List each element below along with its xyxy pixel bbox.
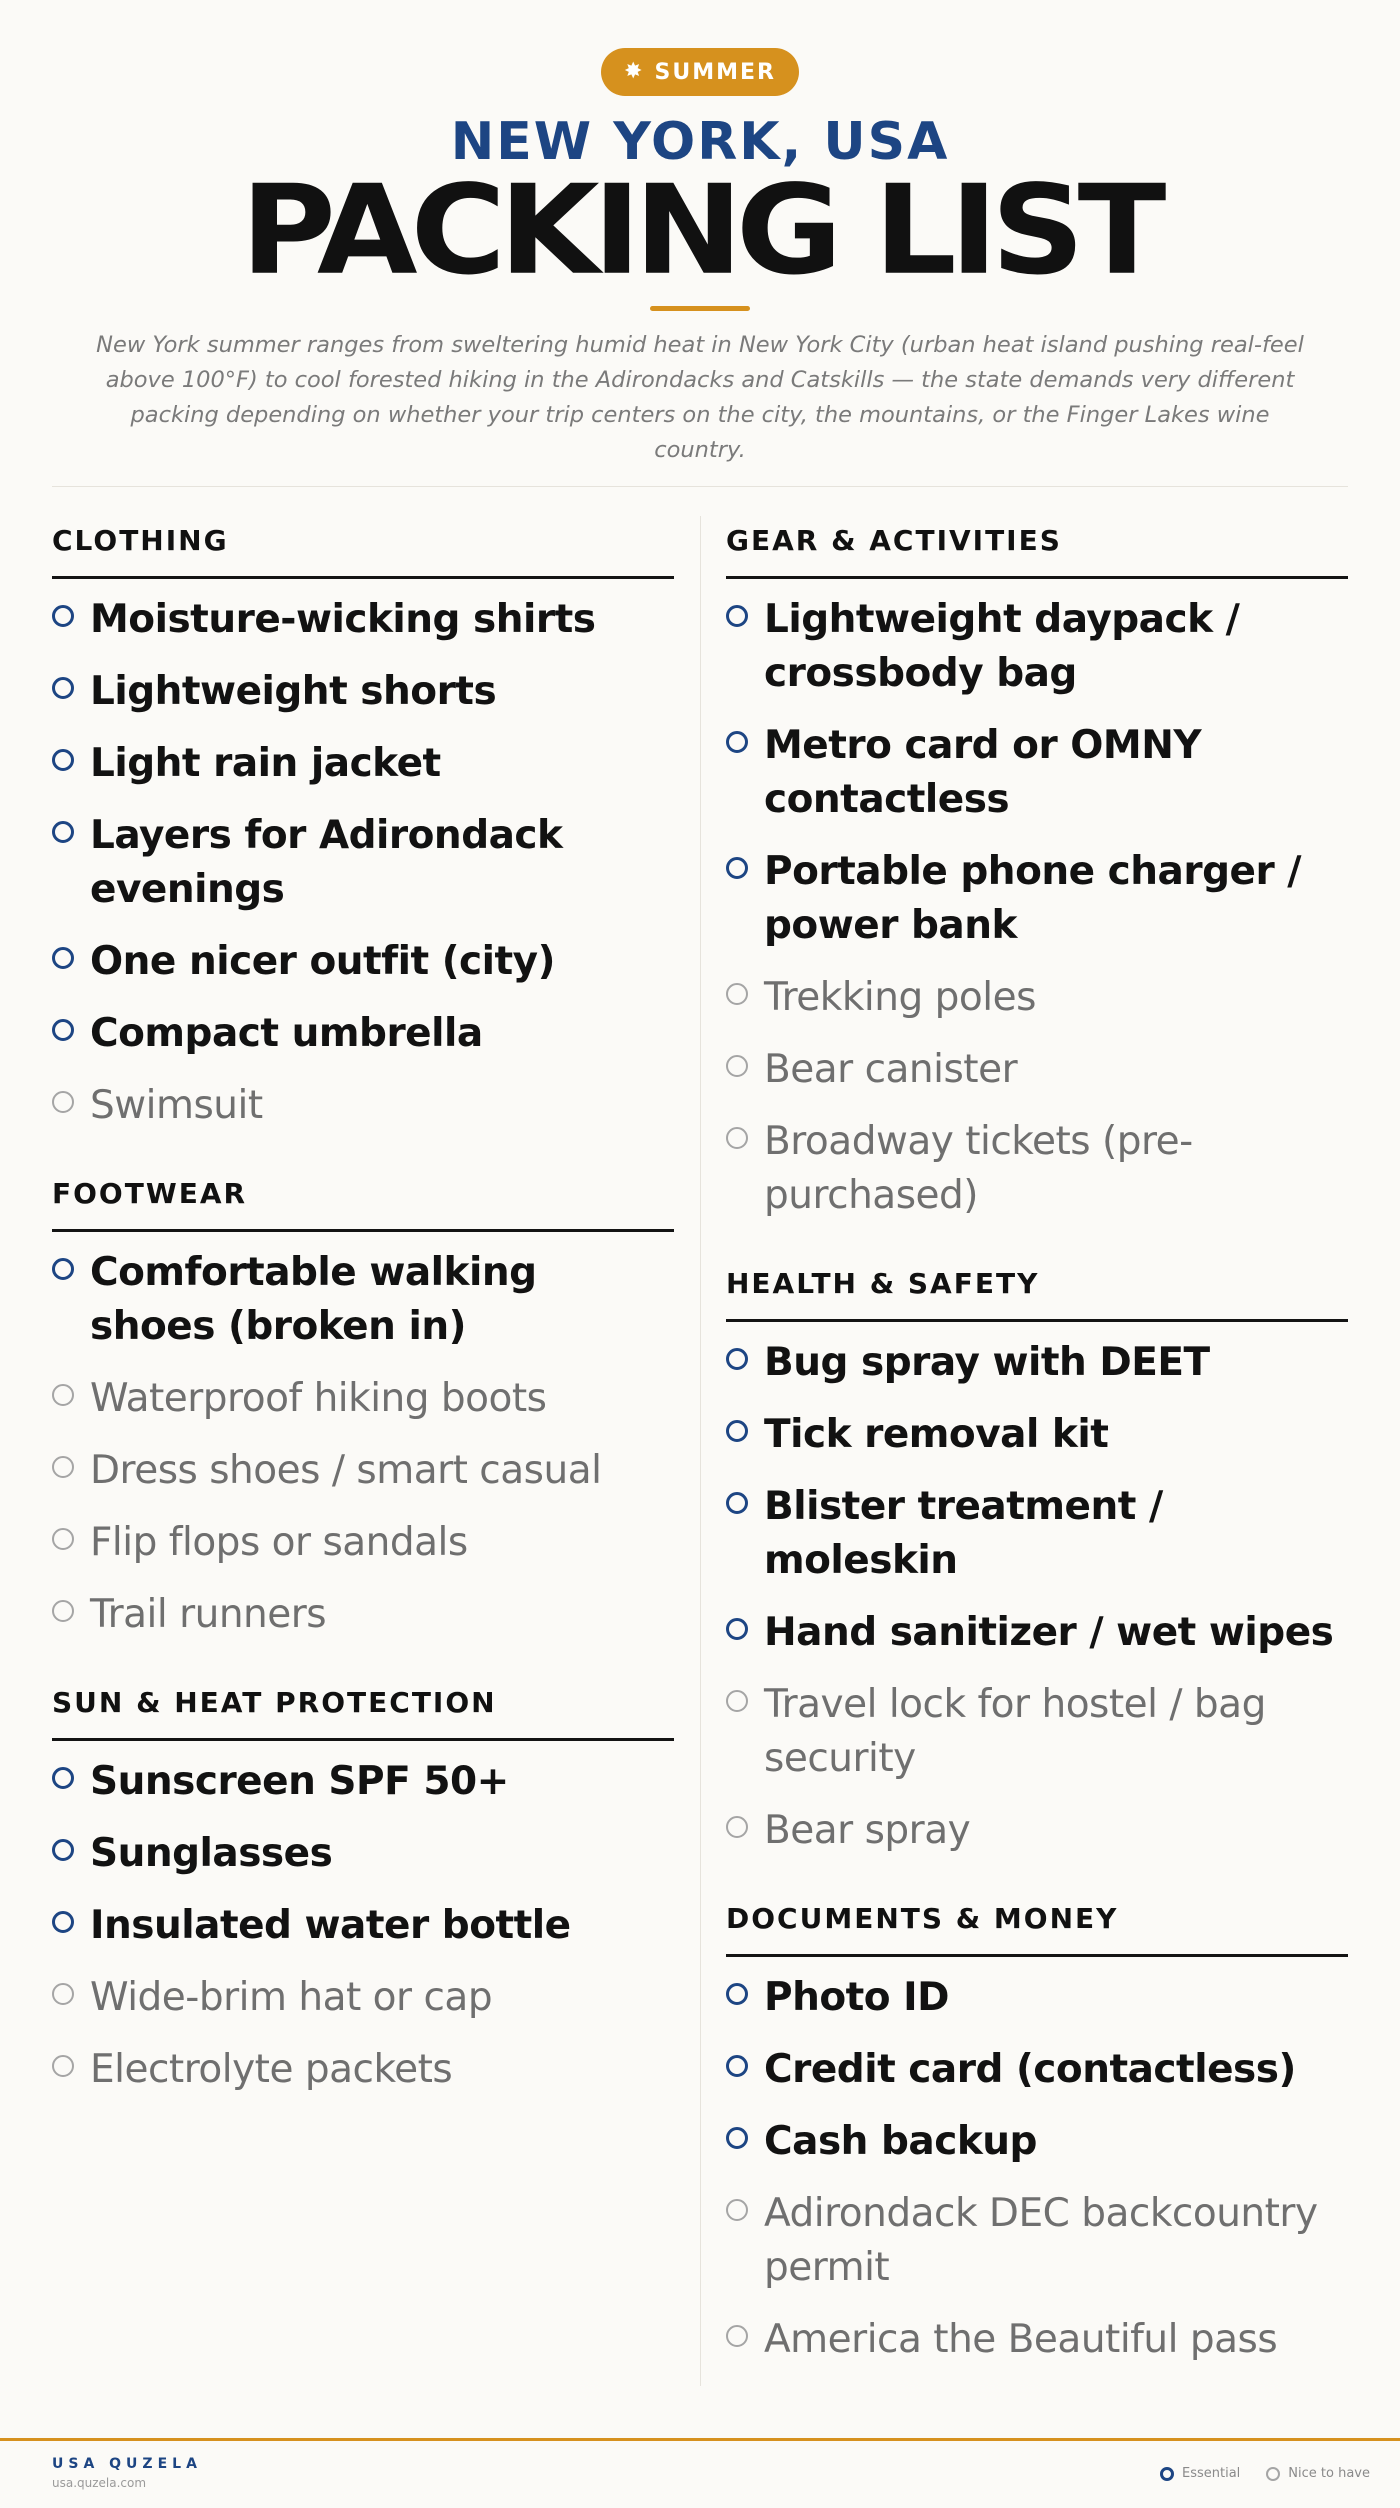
- intro-paragraph: New York summer ranges from sweltering humid heat in New York City (urban heat island pushing real-feel above 100°F) to cool forested hiking in the Adirondacks and Catskills — the state demands very different packing depending on whether your trip centers on the city, the mountains, or the Finger Lakes wine country.: [96, 332, 1304, 463]
- packing-item-label: Compact umbrella: [90, 1011, 483, 1056]
- packing-item-label: Sunscreen SPF 50+: [90, 1759, 509, 1804]
- packing-item-label: America the Beautiful pass: [764, 2317, 1278, 2362]
- packing-item-label: Bear spray: [764, 1808, 971, 1853]
- packing-item-label: Trekking poles: [764, 975, 1036, 1020]
- section-title: FOOTWEAR: [52, 1173, 674, 1232]
- packing-item-label: Layers for Adirondack evenings: [90, 813, 563, 912]
- essential-marker-icon: [726, 1492, 748, 1514]
- packing-item-label: Adirondack DEC backcountry permit: [764, 2191, 1318, 2290]
- packing-section: [52, 1682, 674, 2097]
- packing-item-label: Comfortable walking shoes (broken in): [90, 1250, 537, 1349]
- packing-item: [52, 1372, 674, 1426]
- packing-section: [52, 1173, 674, 1642]
- packing-item: [726, 2115, 1348, 2169]
- packing-item: [52, 1827, 674, 1881]
- optional-marker-icon: [726, 1055, 748, 1077]
- packing-item-label: Sunglasses: [90, 1831, 333, 1876]
- packing-item-label: Lightweight daypack / crossbody bag: [764, 597, 1240, 696]
- packing-item: [52, 1588, 674, 1642]
- packing-item: [52, 593, 674, 647]
- packing-item: [726, 971, 1348, 1025]
- packing-item-label: Insulated water bottle: [90, 1903, 571, 1948]
- essential-marker-icon: [726, 857, 748, 879]
- packing-item-label: Portable phone charger / power bank: [764, 849, 1302, 948]
- optional-marker-icon: [52, 1384, 74, 1406]
- optional-marker-icon: [726, 2325, 748, 2347]
- brand-name: USA QUZELA: [52, 2456, 202, 2472]
- section-title: SUN & HEAT PROTECTION: [52, 1682, 674, 1741]
- optional-marker-icon: [726, 1127, 748, 1149]
- packing-item-label: Light rain jacket: [90, 741, 441, 786]
- season-badge: [601, 48, 799, 96]
- packing-item: [726, 2187, 1348, 2295]
- packing-items: [726, 579, 1348, 1223]
- packing-items: [726, 1322, 1348, 1858]
- optional-marker-icon: [52, 1600, 74, 1622]
- essential-marker-icon: [726, 731, 748, 753]
- packing-item: [52, 1444, 674, 1498]
- packing-section: [726, 520, 1348, 1223]
- essential-marker-icon: [52, 749, 74, 771]
- packing-items: [52, 579, 674, 1133]
- packing-section: [726, 1898, 1348, 2367]
- packing-item: [52, 809, 674, 917]
- essential-marker-icon: [52, 821, 74, 843]
- packing-item: [726, 1480, 1348, 1588]
- essential-marker-icon: [726, 1420, 748, 1442]
- season-badge-label: SUMMER: [654, 59, 776, 85]
- packing-item-label: Trail runners: [90, 1592, 327, 1637]
- optional-marker-icon: [52, 1983, 74, 2005]
- packing-item-label: Wide-brim hat or cap: [90, 1975, 493, 2020]
- optional-marker-icon: [52, 1456, 74, 1478]
- footer-divider: [0, 2438, 1400, 2441]
- packing-item: [52, 1971, 674, 2025]
- page-title: PACKING LIST: [240, 157, 1160, 303]
- packing-item-label: Hand sanitizer / wet wipes: [764, 1610, 1334, 1655]
- sun-icon: ✸: [624, 59, 645, 84]
- packing-item: [52, 1516, 674, 1570]
- optional-marker-icon: [52, 1528, 74, 1550]
- packing-section: [52, 520, 674, 1133]
- column-divider: [700, 516, 701, 2386]
- packing-item-label: Swimsuit: [90, 1083, 263, 1128]
- left-column: [52, 520, 674, 2137]
- essential-marker-icon: [726, 605, 748, 627]
- packing-item-label: Travel lock for hostel / bag security: [764, 1682, 1266, 1781]
- legend: [1160, 2466, 1370, 2481]
- essential-marker-icon: [52, 1767, 74, 1789]
- essential-marker-icon: [52, 947, 74, 969]
- essential-marker-icon: [726, 2055, 748, 2077]
- essential-marker-icon: [726, 2127, 748, 2149]
- packing-item: [52, 2043, 674, 2097]
- packing-item: [726, 1804, 1348, 1858]
- packing-item-label: Photo ID: [764, 1975, 950, 2020]
- packing-items: [52, 1741, 674, 2097]
- packing-item: [726, 1336, 1348, 1390]
- optional-marker-icon: [726, 983, 748, 1005]
- packing-item-label: Bug spray with DEET: [764, 1340, 1210, 1385]
- packing-items: [726, 1957, 1348, 2367]
- essential-marker-icon: [52, 677, 74, 699]
- packing-item-label: One nicer outfit (city): [90, 939, 555, 984]
- packing-section: [726, 1263, 1348, 1858]
- essential-marker-icon: [52, 605, 74, 627]
- essential-marker-icon: [726, 1618, 748, 1640]
- packing-item-label: Flip flops or sandals: [90, 1520, 468, 1565]
- packing-item-label: Tick removal kit: [764, 1412, 1109, 1457]
- packing-item: [726, 1408, 1348, 1462]
- packing-item: [726, 719, 1348, 827]
- packing-item-label: Credit card (contactless): [764, 2047, 1296, 2092]
- essential-marker-icon: [52, 1019, 74, 1041]
- right-column: [726, 520, 1348, 2407]
- packing-item: [52, 737, 674, 791]
- packing-item: [52, 935, 674, 989]
- title-accent-divider: [650, 306, 750, 311]
- packing-item-label: Bear canister: [764, 1047, 1018, 1092]
- optional-marker-icon: [726, 1816, 748, 1838]
- optional-marker-icon: [726, 2199, 748, 2221]
- packing-item-label: Electrolyte packets: [90, 2047, 453, 2092]
- optional-marker-icon: [726, 1690, 748, 1712]
- packing-item-label: Cash backup: [764, 2119, 1037, 2164]
- packing-item: [726, 2313, 1348, 2367]
- packing-item-label: Moisture-wicking shirts: [90, 597, 596, 642]
- packing-item-label: Waterproof hiking boots: [90, 1376, 547, 1421]
- section-title: CLOTHING: [52, 520, 674, 579]
- packing-item: [726, 1606, 1348, 1660]
- packing-item: [726, 1043, 1348, 1097]
- section-title: HEALTH & SAFETY: [726, 1263, 1348, 1322]
- packing-item-label: Dress shoes / smart casual: [90, 1448, 602, 1493]
- packing-item-label: Lightweight shorts: [90, 669, 497, 714]
- packing-item-label: Broadway tickets (pre-purchased): [764, 1119, 1193, 1218]
- packing-item: [726, 1678, 1348, 1786]
- legend-optional-label: Nice to have: [1288, 2466, 1370, 2481]
- legend-essential-label: Essential: [1182, 2466, 1241, 2481]
- essential-marker-icon: [52, 1911, 74, 1933]
- packing-item: [726, 2043, 1348, 2097]
- packing-item: [726, 593, 1348, 701]
- packing-item: [52, 1246, 674, 1354]
- section-title: GEAR & ACTIVITIES: [726, 520, 1348, 579]
- section-title: DOCUMENTS & MONEY: [726, 1898, 1348, 1957]
- packing-item: [726, 1115, 1348, 1223]
- packing-item: [52, 1899, 674, 1953]
- packing-item: [52, 1079, 674, 1133]
- brand-url: usa.quzela.com: [52, 2476, 147, 2490]
- packing-items: [52, 1232, 674, 1642]
- essential-marker-icon: [726, 1983, 748, 2005]
- optional-marker-icon: [52, 2055, 74, 2077]
- header-divider: [52, 486, 1348, 487]
- optional-marker-icon: [1266, 2467, 1280, 2481]
- packing-item-label: Blister treatment / moleskin: [764, 1484, 1163, 1583]
- optional-marker-icon: [52, 1091, 74, 1113]
- packing-item: [52, 1755, 674, 1809]
- packing-item-label: Metro card or OMNY contactless: [764, 723, 1202, 822]
- essential-marker-icon: [726, 1348, 748, 1370]
- essential-marker-icon: [52, 1258, 74, 1280]
- packing-item: [726, 845, 1348, 953]
- essential-marker-icon: [52, 1839, 74, 1861]
- destination-subtitle: NEW YORK, USA: [450, 112, 950, 172]
- packing-item: [52, 665, 674, 719]
- essential-marker-icon: [1160, 2467, 1174, 2481]
- packing-item: [726, 1971, 1348, 2025]
- packing-item: [52, 1007, 674, 1061]
